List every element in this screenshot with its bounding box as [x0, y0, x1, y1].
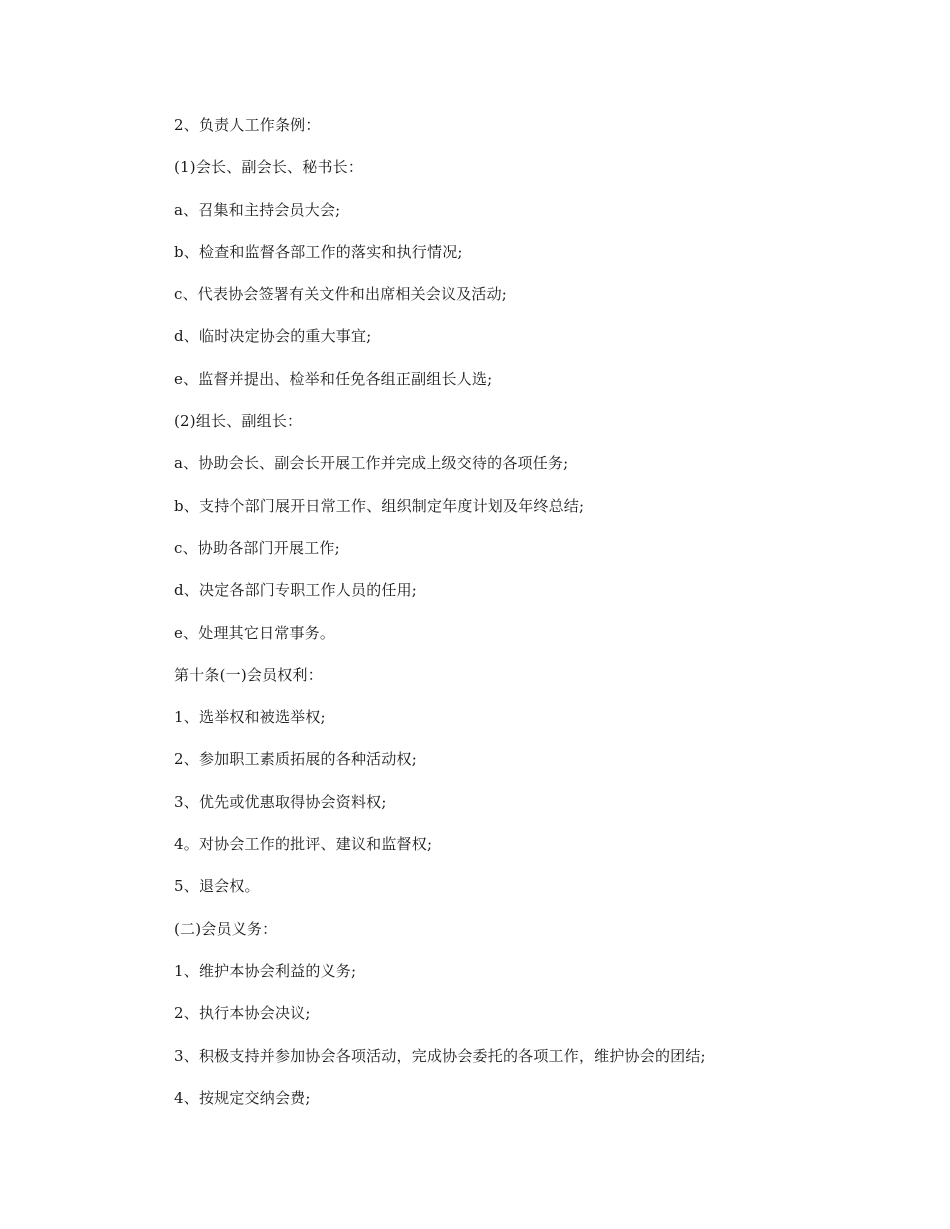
- list-item: 1、维护本协会利益的义务;: [174, 961, 357, 980]
- member-obligations-heading: (二)会员义务：: [174, 919, 278, 938]
- list-item: 4。对协会工作的批评、建议和监督权;: [174, 835, 433, 854]
- list-item: 2、参加职工素质拓展的各种活动权;: [174, 750, 417, 769]
- list-item: 2、执行本协会决议;: [174, 1004, 311, 1023]
- list-item: a、召集和主持会员大会;: [174, 200, 341, 219]
- list-item: c、协助各部门开展工作;: [174, 538, 340, 557]
- list-item: a、协助会长、副会长开展工作并完成上级交待的各项任务;: [174, 454, 569, 473]
- list-item: e、处理其它日常事务。: [174, 623, 336, 642]
- group-leader-roles-heading: (2)组长、副组长：: [174, 412, 303, 431]
- list-item: b、支持个部门展开日常工作、组织制定年度计划及年终总结;: [174, 496, 585, 515]
- member-rights-heading: 第十条(一)会员权利：: [174, 665, 323, 684]
- president-roles-heading: (1)会长、副会长、秘书长：: [174, 158, 364, 177]
- list-item: e、监督并提出、检举和任免各组正副组长人选;: [174, 369, 493, 388]
- document-body: [174, 112, 874, 1127]
- list-item: 1、选举权和被选举权;: [174, 708, 326, 727]
- list-item: 4、按规定交纳会费;: [174, 1088, 311, 1107]
- list-item: 3、优先或优惠取得协会资料权;: [174, 792, 387, 811]
- list-item: 5、退会权。: [174, 877, 260, 896]
- list-item: 3、积极支持并参加协会各项活动，完成协会委托的各项工作，维护协会的团结;: [174, 1046, 706, 1065]
- list-item: d、临时决定协会的重大事宜;: [174, 327, 372, 346]
- list-item: d、决定各部门专职工作人员的任用;: [174, 581, 418, 600]
- list-item: c、代表协会签署有关文件和出席相关会议及活动;: [174, 285, 508, 304]
- responsibility-rules-heading: 2、负责人工作条例：: [174, 116, 321, 134]
- list-item: b、检查和监督各部工作的落实和执行情况;: [174, 242, 463, 261]
